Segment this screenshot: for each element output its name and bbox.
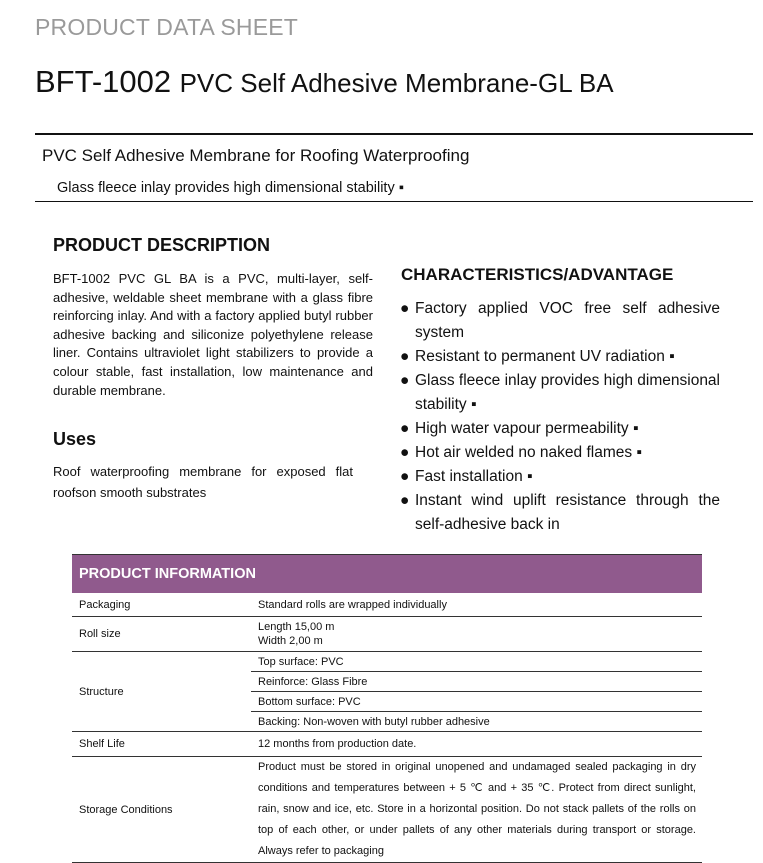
product-code: BFT-1002 <box>35 64 172 99</box>
roll-width: Width 2,00 m <box>258 635 323 647</box>
uses-text: Roof waterproofing membrane for exposed flat roofson smooth substrates <box>53 464 353 500</box>
packaging-value: Standard rolls are wrapped individually <box>251 593 702 617</box>
bullet-icon: ● <box>400 492 410 509</box>
table-header-row <box>72 555 702 594</box>
description-text: BFT-1002 PVC GL BA is a PVC, multi-layer, self-adhesive, weldable sheet membrane with a glass fibre reinforcing inlay. And with a factory applied butyl rubber adhesive backing and siliconize polyethylene release liner. Contains ultraviolet light stabilizers to provide a colour stable, fast installation, low maintenance and durable membrane. <box>53 271 373 398</box>
bullet-icon: ● <box>400 420 410 437</box>
roll-size-label: Roll size <box>72 617 251 652</box>
bullet-icon: ● <box>400 372 410 389</box>
table-row <box>72 593 702 617</box>
characteristic-item: ● Glass fleece inlay provides high dimensional stability ▪ <box>400 369 720 417</box>
characteristic-item: ● High water vapour permeability ▪ <box>400 417 720 441</box>
header-divider-bottom <box>35 201 753 202</box>
packaging-label: Packaging <box>72 593 251 617</box>
bullet-icon: ● <box>400 300 410 317</box>
roll-size-value <box>251 617 702 652</box>
header-divider-top <box>35 133 753 135</box>
feature-line: Glass fleece inlay provides high dimensional stability ▪ <box>57 180 404 196</box>
characteristic-item: ● Instant wind uplift resistance through the self-adhesive back in <box>400 489 720 537</box>
structure-top: Top surface: PVC <box>251 652 702 672</box>
structure-label: Structure <box>72 652 251 732</box>
product-title <box>35 64 614 100</box>
shelf-life-label: Shelf Life <box>72 732 251 757</box>
description-heading: PRODUCT DESCRIPTION <box>53 235 271 255</box>
storage-value: Product must be stored in original unopened and undamaged sealed packaging in dry conditions and temperatures between + 5 ℃ and + 35 ℃. Protect from direct sunlight, rain, snow and ice, etc. Store in a horizontal position. Do not stack pallets of the rolls on top of each other, or under pallets of any other materials during transport or storage. Always refer to packaging <box>251 757 702 863</box>
product-name: PVC Self Adhesive Membrane-GL BA <box>179 68 614 98</box>
characteristic-item: ● Fast installation ▪ <box>400 465 720 489</box>
structure-backing: Backing: Non-woven with butyl rubber adhesive <box>251 712 702 732</box>
characteristic-item: ● Factory applied VOC free self adhesive system <box>400 297 720 345</box>
table-row <box>72 732 702 757</box>
table-row <box>72 652 702 672</box>
uses-heading: Uses <box>53 429 97 449</box>
product-information-table <box>72 554 702 863</box>
structure-reinforce: Reinforce: Glass Fibre <box>251 672 702 692</box>
structure-bottom: Bottom surface: PVC <box>251 692 702 712</box>
characteristic-item: ● Resistant to permanent UV radiation ▪ <box>400 345 720 369</box>
sheet-type-label: PRODUCT DATA SHEET <box>35 14 299 40</box>
bullet-icon: ● <box>400 348 410 365</box>
storage-label: Storage Conditions <box>72 757 251 863</box>
characteristics-heading: CHARACTERISTICS/ADVANTAGE <box>401 265 674 284</box>
bullet-icon: ● <box>400 444 410 461</box>
characteristic-item: ● Hot air welded no naked flames ▪ <box>400 441 720 465</box>
characteristics-list <box>400 297 720 537</box>
table-row <box>72 617 702 652</box>
product-information-heading: PRODUCT INFORMATION <box>72 555 702 594</box>
product-subtitle: PVC Self Adhesive Membrane for Roofing Waterproofing <box>42 146 470 165</box>
bullet-icon: ● <box>400 468 410 485</box>
table-row <box>72 757 702 863</box>
roll-length: Length 15,00 m <box>258 621 335 633</box>
shelf-life-value: 12 months from production date. <box>251 732 702 757</box>
